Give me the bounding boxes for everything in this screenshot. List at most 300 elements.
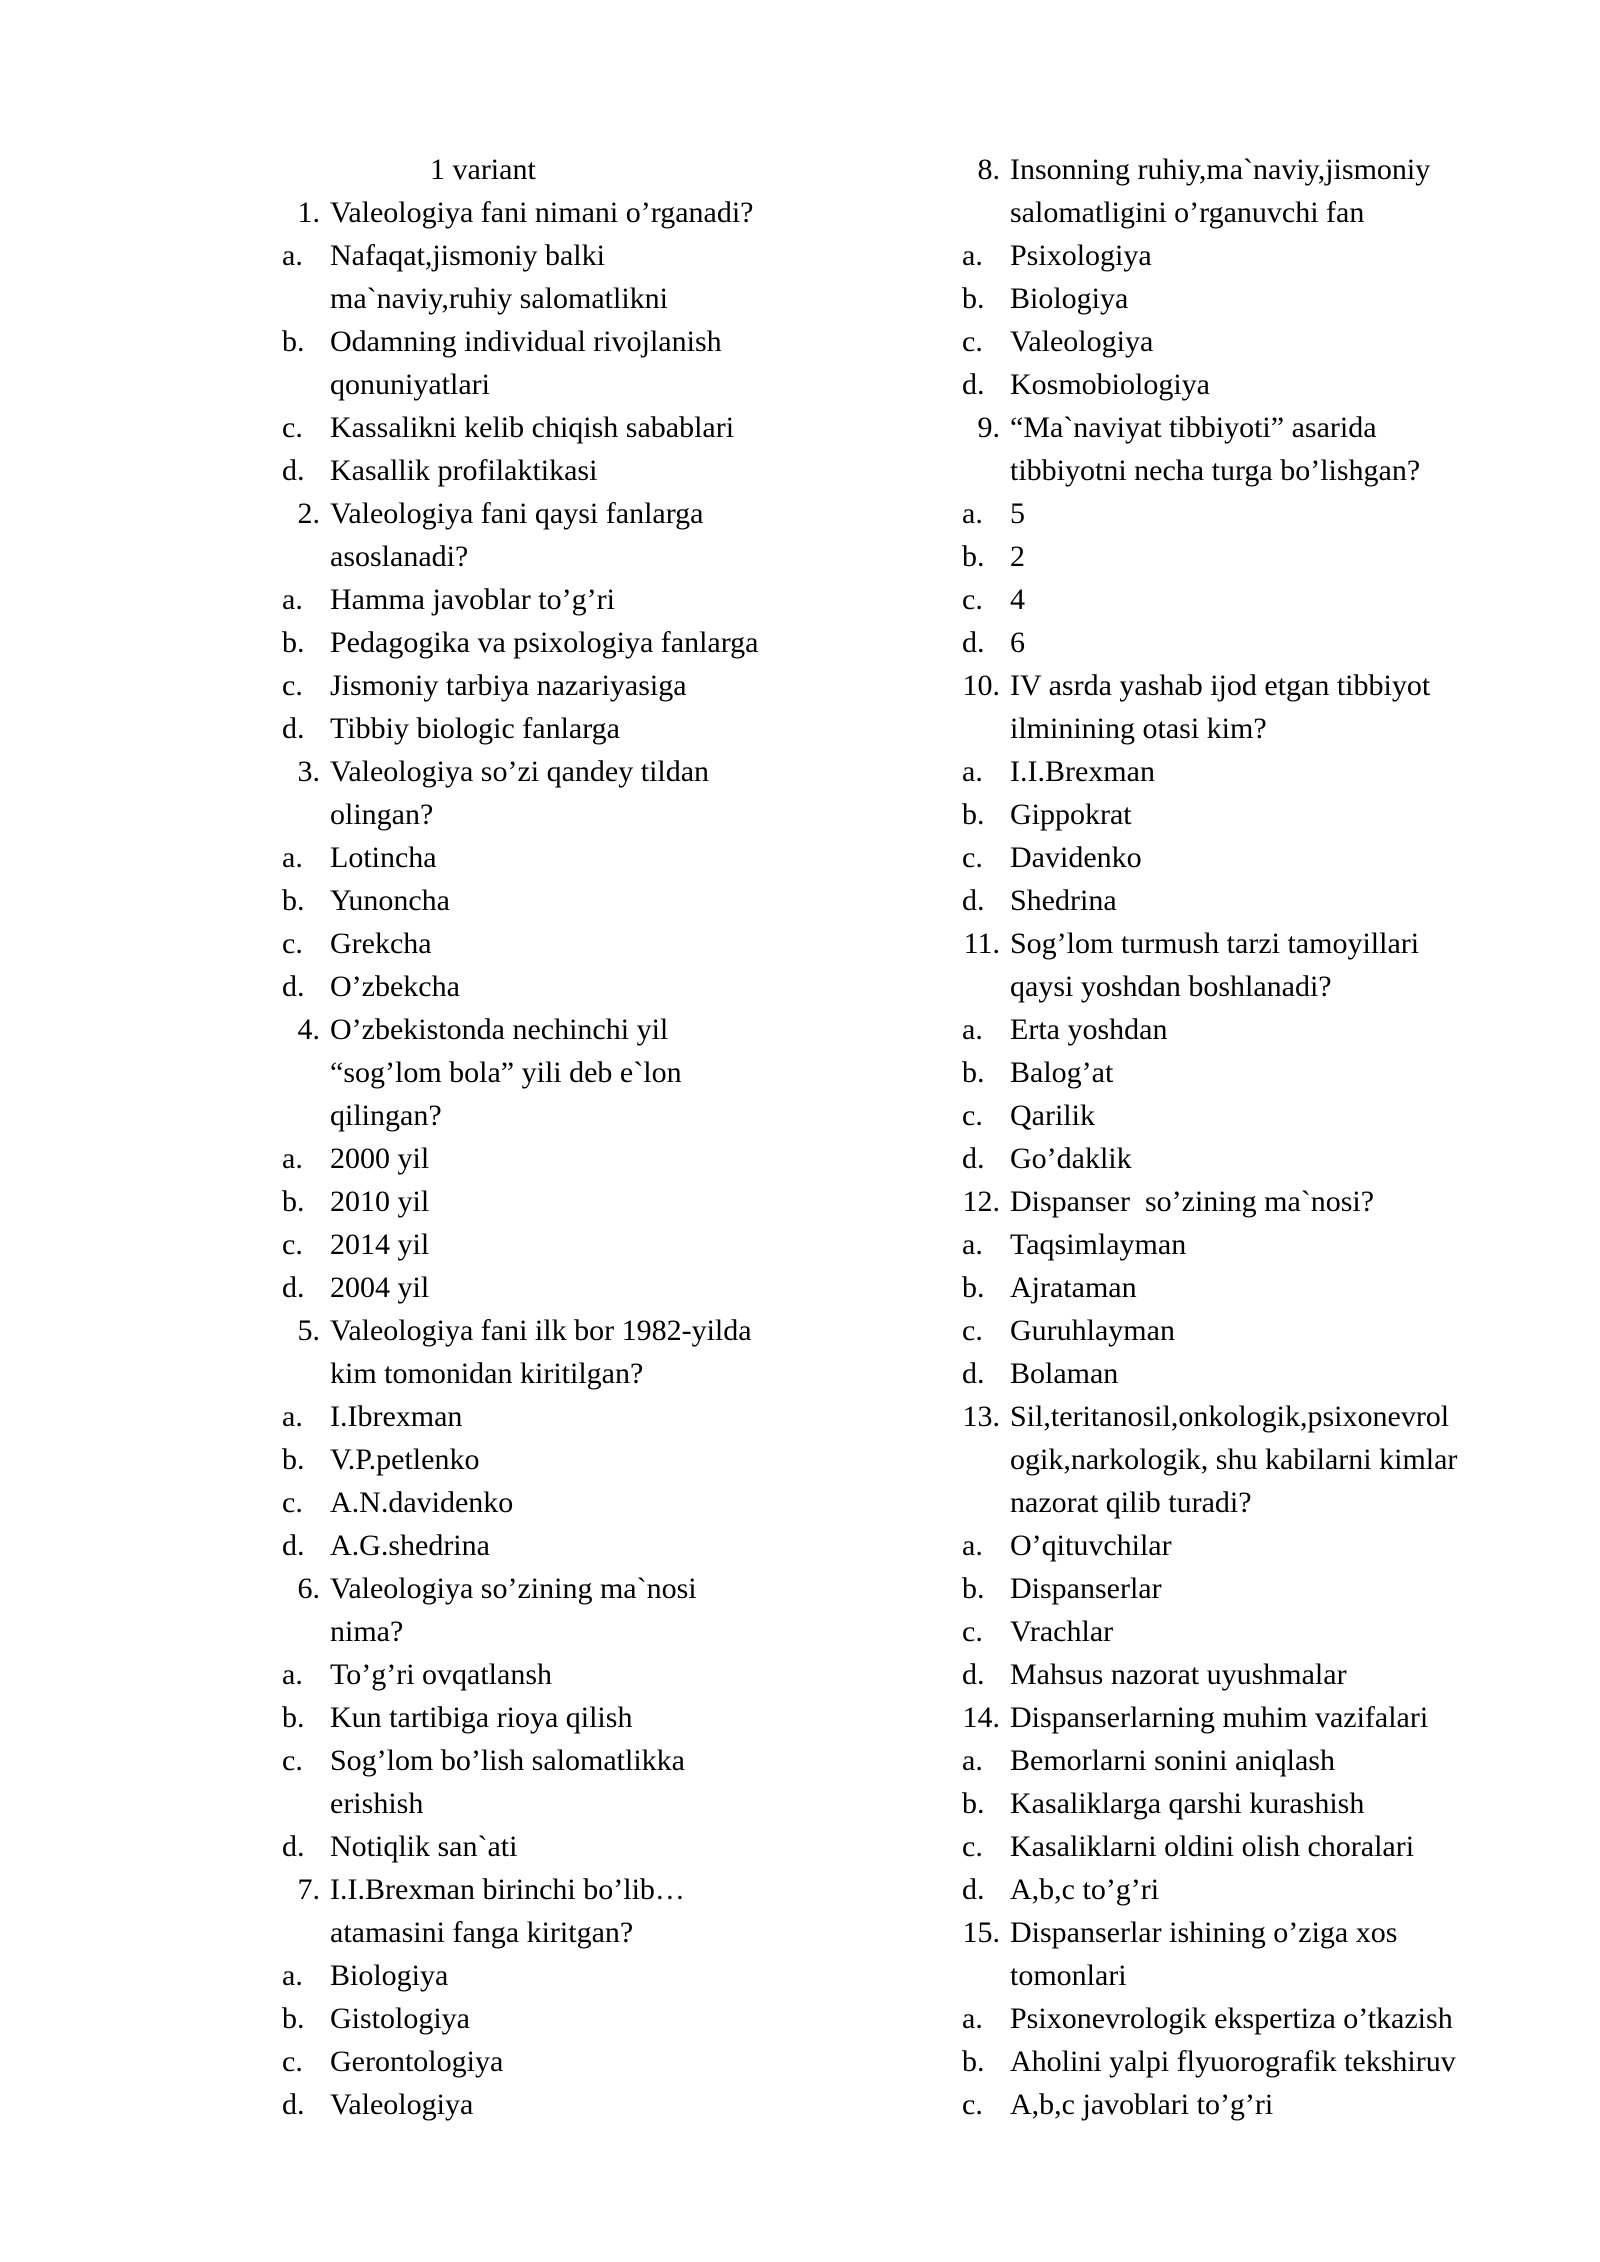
text-line: Sog’lom bo’lish salomatlikka	[330, 1744, 685, 1777]
option-text	[1000, 1610, 1510, 1653]
option-text	[320, 1180, 890, 1223]
text-line: olingan?	[330, 798, 434, 831]
option-text	[1000, 1137, 1510, 1180]
text-line: Pedagogika va psixologiya fanlarga	[330, 626, 759, 659]
answer-option	[270, 1997, 890, 2040]
answer-option	[950, 750, 1510, 793]
text-line: Odamning individual rivojlanish	[330, 325, 722, 358]
text-line: I.Ibrexman	[330, 1400, 463, 1433]
text-line: Kosmobiologiya	[1010, 368, 1210, 401]
answer-option	[950, 1223, 1510, 1266]
option-text	[1000, 1653, 1510, 1696]
answer-option	[270, 1739, 890, 1825]
option-letter: b.	[282, 884, 305, 917]
option-letter: c.	[282, 1486, 303, 1519]
text-line: “Ma`naviyat tibbiyoti” asarida	[1010, 411, 1377, 444]
option-letter: a.	[962, 497, 983, 530]
option-text	[1000, 1997, 1510, 2040]
answer-option	[950, 1610, 1510, 1653]
text-line: Tibbiy biologic fanlarga	[330, 712, 620, 745]
option-text	[320, 578, 890, 621]
text-line: Qarilik	[1010, 1099, 1095, 1132]
text-line: Grekcha	[330, 927, 432, 960]
text-line: Guruhlayman	[1010, 1314, 1175, 1347]
option-text	[320, 1223, 890, 1266]
option-letter: c.	[282, 669, 303, 702]
text-line: Kasaliklarni oldini olish choralari	[1010, 1830, 1415, 1863]
option-letter: c.	[962, 841, 983, 874]
text-line: O’qituvchilar	[1010, 1529, 1172, 1562]
question-item	[950, 406, 1510, 492]
option-text	[320, 836, 890, 879]
text-line: Davidenko	[1010, 841, 1142, 874]
question-number: 12.	[962, 1185, 1000, 1218]
answer-option	[270, 2083, 890, 2126]
option-text	[320, 2083, 890, 2126]
question-item	[270, 191, 890, 234]
text-line: Biologiya	[330, 1959, 449, 1992]
answer-option	[950, 277, 1510, 320]
answer-option	[950, 836, 1510, 879]
question-number: 14.	[962, 1701, 1000, 1734]
option-text	[1000, 1739, 1510, 1782]
text-line: Gippokrat	[1010, 798, 1132, 831]
option-letter: b.	[282, 1185, 305, 1218]
text-line: Dispanserlarning muhim vazifalari	[1010, 1701, 1429, 1734]
option-letter: a.	[962, 1529, 983, 1562]
answer-option	[950, 363, 1510, 406]
option-letter: b.	[282, 1701, 305, 1734]
text-line: Kun tartibiga rioya qilish	[330, 1701, 633, 1734]
option-text	[1000, 1825, 1510, 1868]
text-line: Balog’at	[1010, 1056, 1114, 1089]
text-line: Lotincha	[330, 841, 437, 874]
option-text	[320, 621, 890, 664]
text-line: Valeologiya fani nimani o’rganadi?	[330, 196, 754, 229]
answer-option	[270, 2040, 890, 2083]
text-line: Valeologiya fani qaysi fanlarga	[330, 497, 704, 530]
option-letter: d.	[282, 1830, 305, 1863]
text-line: qonuniyatlari	[330, 368, 490, 401]
left-column	[270, 148, 890, 2126]
option-text	[1000, 1094, 1510, 1137]
text-line: Shedrina	[1010, 884, 1117, 917]
text-line: atamasini fanga kiritgan?	[330, 1916, 634, 1949]
text-line: Notiqlik san`ati	[330, 1830, 518, 1863]
question-text	[1000, 1696, 1510, 1739]
question-item	[270, 1567, 890, 1653]
text-line: Dispanserlar	[1010, 1572, 1162, 1605]
text-line: nima?	[330, 1615, 404, 1648]
text-line: Aholini yalpi flyuorografik tekshiruv	[1010, 2045, 1456, 2078]
option-text	[1000, 234, 1510, 277]
answer-option	[950, 535, 1510, 578]
option-text	[320, 2040, 890, 2083]
option-letter: a.	[282, 841, 303, 874]
option-letter: c.	[282, 2045, 303, 2078]
answer-option	[270, 1223, 890, 1266]
text-line: 4	[1010, 583, 1025, 616]
option-text	[320, 1825, 890, 1868]
option-letter: a.	[282, 1400, 303, 1433]
option-letter: a.	[282, 583, 303, 616]
text-line: 5	[1010, 497, 1025, 530]
option-letter: b.	[282, 2002, 305, 2035]
answer-option	[270, 1395, 890, 1438]
answer-option	[950, 2040, 1510, 2083]
option-letter: d.	[282, 712, 305, 745]
question-item	[270, 492, 890, 578]
text-line: ogik,narkologik, shu kabilarni kimlar	[1010, 1443, 1458, 1476]
option-letter: b.	[282, 1443, 305, 1476]
option-letter: b.	[962, 1572, 985, 1605]
answer-option	[270, 965, 890, 1008]
question-text	[320, 1309, 890, 1395]
text-line: tomonlari	[1010, 1959, 1127, 1992]
text-line: O’zbekcha	[330, 970, 460, 1003]
text-line: Dispanser so’zining ma`nosi?	[1010, 1185, 1375, 1218]
option-text	[1000, 750, 1510, 793]
option-text	[1000, 578, 1510, 621]
option-letter: a.	[962, 2002, 983, 2035]
option-letter: a.	[962, 1228, 983, 1261]
option-text	[320, 1438, 890, 1481]
text-line: Mahsus nazorat uyushmalar	[1010, 1658, 1347, 1691]
option-text	[1000, 535, 1510, 578]
text-line: 2010 yil	[330, 1185, 430, 1218]
question-text	[320, 191, 890, 234]
answer-option	[950, 1094, 1510, 1137]
answer-option	[270, 1137, 890, 1180]
option-letter: b.	[962, 282, 985, 315]
question-number: 4.	[297, 1013, 320, 1046]
option-text	[320, 1739, 890, 1825]
option-letter: a.	[282, 1959, 303, 1992]
answer-option	[270, 1954, 890, 1997]
answer-option	[950, 621, 1510, 664]
text-line: kim tomonidan kiritilgan?	[330, 1357, 644, 1390]
text-line: Kasallik profilaktikasi	[330, 454, 598, 487]
option-text	[1000, 1008, 1510, 1051]
text-line: Erta yoshdan	[1010, 1013, 1168, 1046]
answer-option	[270, 1266, 890, 1309]
option-letter: c.	[962, 1615, 983, 1648]
option-letter: a.	[962, 755, 983, 788]
question-number: 9.	[977, 411, 1000, 444]
option-letter: a.	[282, 1658, 303, 1691]
answer-option	[270, 1180, 890, 1223]
option-letter: c.	[282, 411, 303, 444]
text-line: IV asrda yashab ijod etgan tibbiyot	[1010, 669, 1431, 702]
question-text	[1000, 664, 1510, 750]
text-line: tibbiyotni necha turga bo’lishgan?	[1010, 454, 1421, 487]
option-text	[320, 449, 890, 492]
text-line: Gistologiya	[330, 2002, 470, 2035]
option-text	[1000, 621, 1510, 664]
answer-option	[950, 578, 1510, 621]
answer-option	[950, 793, 1510, 836]
question-text	[320, 1868, 890, 1954]
option-letter: b.	[962, 798, 985, 831]
question-text	[1000, 922, 1510, 1008]
question-number: 2.	[297, 497, 320, 530]
option-text	[320, 1954, 890, 1997]
text-line: 2	[1010, 540, 1025, 573]
text-line: A,b,c javoblari to’g’ri	[1010, 2088, 1274, 2121]
option-letter: c.	[962, 583, 983, 616]
option-letter: d.	[962, 1873, 985, 1906]
text-line: Biologiya	[1010, 282, 1129, 315]
question-text	[1000, 1180, 1510, 1223]
option-letter: c.	[962, 2088, 983, 2121]
text-line: Go’daklik	[1010, 1142, 1132, 1175]
text-line: O’zbekistonda nechinchi yil	[330, 1013, 669, 1046]
option-letter: c.	[282, 1228, 303, 1261]
option-text	[1000, 836, 1510, 879]
option-letter: c.	[282, 927, 303, 960]
answer-option	[270, 234, 890, 320]
text-line: “sog’lom bola” yili deb e`lon	[330, 1056, 682, 1089]
option-letter: d.	[962, 1142, 985, 1175]
text-line: qilingan?	[330, 1099, 442, 1132]
text-line: Psixologiya	[1010, 239, 1152, 272]
answer-option	[270, 621, 890, 664]
option-letter: b.	[282, 626, 305, 659]
text-line: Ajrataman	[1010, 1271, 1137, 1304]
variant-title: 1 variant	[430, 153, 536, 186]
text-line: 6	[1010, 626, 1025, 659]
question-item	[950, 922, 1510, 1008]
option-letter: b.	[962, 1056, 985, 1089]
question-text	[1000, 1911, 1510, 1997]
option-text	[1000, 2040, 1510, 2083]
option-letter: d.	[962, 1658, 985, 1691]
question-item	[950, 1696, 1510, 1739]
text-line: ilminining otasi kim?	[1010, 712, 1267, 745]
question-item	[270, 1008, 890, 1137]
answer-option	[950, 879, 1510, 922]
text-line: Bolaman	[1010, 1357, 1119, 1390]
text-line: erishish	[330, 1787, 424, 1820]
question-number: 5.	[297, 1314, 320, 1347]
question-text	[1000, 148, 1510, 234]
text-line: Dispanserlar ishining o’ziga xos	[1010, 1916, 1398, 1949]
option-text	[320, 1997, 890, 2040]
option-text	[320, 879, 890, 922]
option-text	[320, 1266, 890, 1309]
option-text	[320, 1653, 890, 1696]
question-text	[1000, 1395, 1510, 1524]
option-text	[1000, 1266, 1510, 1309]
question-item	[950, 664, 1510, 750]
option-text	[320, 1481, 890, 1524]
text-line: A.N.davidenko	[330, 1486, 514, 1519]
question-item	[950, 1180, 1510, 1223]
question-number: 13.	[962, 1400, 1000, 1433]
option-text	[1000, 1309, 1510, 1352]
text-line: I.I.Brexman birinchi bo’lib…	[330, 1873, 685, 1906]
option-letter: c.	[962, 1099, 983, 1132]
option-text	[320, 664, 890, 707]
question-number: 8.	[977, 153, 1000, 186]
answer-option	[950, 1137, 1510, 1180]
text-line: To’g’ri ovqatlansh	[330, 1658, 553, 1691]
text-line: Insonning ruhiy,ma`naviy,jismoniy	[1010, 153, 1431, 186]
option-letter: b.	[962, 2045, 985, 2078]
text-line: Taqsimlayman	[1010, 1228, 1187, 1261]
option-text	[1000, 1868, 1510, 1911]
answer-option	[950, 1524, 1510, 1567]
option-text	[320, 1696, 890, 1739]
answer-option	[950, 1352, 1510, 1395]
option-letter: d.	[282, 2088, 305, 2121]
answer-option	[270, 406, 890, 449]
option-letter: c.	[962, 1314, 983, 1347]
answer-option	[270, 1825, 890, 1868]
option-letter: a.	[962, 1013, 983, 1046]
text-line: I.I.Brexman	[1010, 755, 1155, 788]
question-item	[950, 1395, 1510, 1524]
option-text	[1000, 1782, 1510, 1825]
option-text	[320, 234, 890, 320]
question-number: 3.	[297, 755, 320, 788]
text-line: nazorat qilib turadi?	[1010, 1486, 1252, 1519]
text-line: Hamma javoblar to’g’ri	[330, 583, 615, 616]
answer-option	[270, 707, 890, 750]
option-letter: a.	[282, 239, 303, 272]
question-item	[270, 1309, 890, 1395]
text-line: 2014 yil	[330, 1228, 430, 1261]
answer-option	[950, 2083, 1510, 2126]
option-text	[320, 965, 890, 1008]
text-line: Kassalikni kelib chiqish sabablari	[330, 411, 735, 444]
text-line: Kasaliklarga qarshi kurashish	[1010, 1787, 1365, 1820]
text-line: Psixonevrologik ekspertiza o’tkazish	[1010, 2002, 1453, 2035]
option-text	[320, 406, 890, 449]
right-column	[950, 148, 1510, 2126]
question-number: 11.	[963, 927, 1000, 960]
answer-option	[270, 1481, 890, 1524]
text-line: 2004 yil	[330, 1271, 430, 1304]
option-letter: d.	[282, 454, 305, 487]
option-letter: c.	[282, 1744, 303, 1777]
option-text	[320, 707, 890, 750]
option-text	[320, 1524, 890, 1567]
text-line: Valeologiya fani ilk bor 1982-yilda	[330, 1314, 752, 1347]
option-letter: d.	[962, 1357, 985, 1390]
question-item	[270, 750, 890, 836]
option-letter: c.	[962, 1830, 983, 1863]
option-letter: a.	[282, 1142, 303, 1175]
answer-option	[950, 1309, 1510, 1352]
answer-option	[270, 922, 890, 965]
text-line: A.G.shedrina	[330, 1529, 490, 1562]
option-letter: d.	[962, 368, 985, 401]
question-text	[320, 750, 890, 836]
text-line: Valeologiya	[1010, 325, 1154, 358]
option-letter: d.	[962, 626, 985, 659]
text-line: Jismoniy tarbiya nazariyasiga	[330, 669, 687, 702]
option-text	[1000, 1567, 1510, 1610]
option-letter: d.	[962, 884, 985, 917]
question-text	[320, 1567, 890, 1653]
question-number: 15.	[962, 1916, 1000, 1949]
option-text	[320, 922, 890, 965]
answer-option	[270, 578, 890, 621]
text-line: V.P.petlenko	[330, 1443, 480, 1476]
option-letter: d.	[282, 1529, 305, 1562]
right-question-list	[950, 148, 1510, 2126]
question-number: 7.	[297, 1873, 320, 1906]
option-letter: a.	[962, 1744, 983, 1777]
option-text	[1000, 879, 1510, 922]
answer-option	[950, 1653, 1510, 1696]
text-line: Sil,teritanosil,onkologik,psixonevrol	[1010, 1400, 1450, 1433]
option-text	[1000, 1524, 1510, 1567]
option-letter: b.	[962, 1271, 985, 1304]
text-line: Valeologiya	[330, 2088, 474, 2121]
question-item	[950, 148, 1510, 234]
answer-option	[950, 234, 1510, 277]
answer-option	[950, 492, 1510, 535]
text-line: Gerontologiya	[330, 2045, 504, 2078]
option-text	[320, 320, 890, 406]
option-text	[1000, 1051, 1510, 1094]
question-number: 1.	[297, 196, 320, 229]
answer-option	[950, 1825, 1510, 1868]
answer-option	[270, 1653, 890, 1696]
question-text	[320, 492, 890, 578]
option-text	[1000, 277, 1510, 320]
option-letter: c.	[962, 325, 983, 358]
question-text	[1000, 406, 1510, 492]
option-letter: b.	[962, 540, 985, 573]
answer-option	[950, 1868, 1510, 1911]
question-number: 10.	[962, 669, 1000, 702]
answer-option	[950, 1567, 1510, 1610]
option-text	[1000, 1352, 1510, 1395]
question-item	[950, 1911, 1510, 1997]
text-line: salomatligini o’rganuvchi fan	[1010, 196, 1365, 229]
option-text	[320, 1395, 890, 1438]
option-letter: b.	[962, 1787, 985, 1820]
answer-option	[270, 320, 890, 406]
option-text	[1000, 793, 1510, 836]
option-letter: a.	[962, 239, 983, 272]
text-line: qaysi yoshdan boshlanadi?	[1010, 970, 1332, 1003]
answer-option	[950, 1782, 1510, 1825]
question-text	[320, 1008, 890, 1137]
answer-option	[950, 1266, 1510, 1309]
answer-option	[270, 1696, 890, 1739]
answer-option	[950, 1739, 1510, 1782]
text-line: Yunoncha	[330, 884, 450, 917]
option-text	[1000, 363, 1510, 406]
answer-option	[270, 449, 890, 492]
answer-option	[270, 879, 890, 922]
option-letter: d.	[282, 1271, 305, 1304]
option-text	[1000, 2083, 1510, 2126]
option-letter: d.	[282, 970, 305, 1003]
answer-option	[950, 320, 1510, 363]
text-line: Valeologiya so’zining ma`nosi	[330, 1572, 697, 1605]
option-text	[1000, 320, 1510, 363]
option-text	[1000, 492, 1510, 535]
option-letter: b.	[282, 325, 305, 358]
answer-option	[270, 836, 890, 879]
answer-option	[950, 1008, 1510, 1051]
answer-option	[270, 664, 890, 707]
